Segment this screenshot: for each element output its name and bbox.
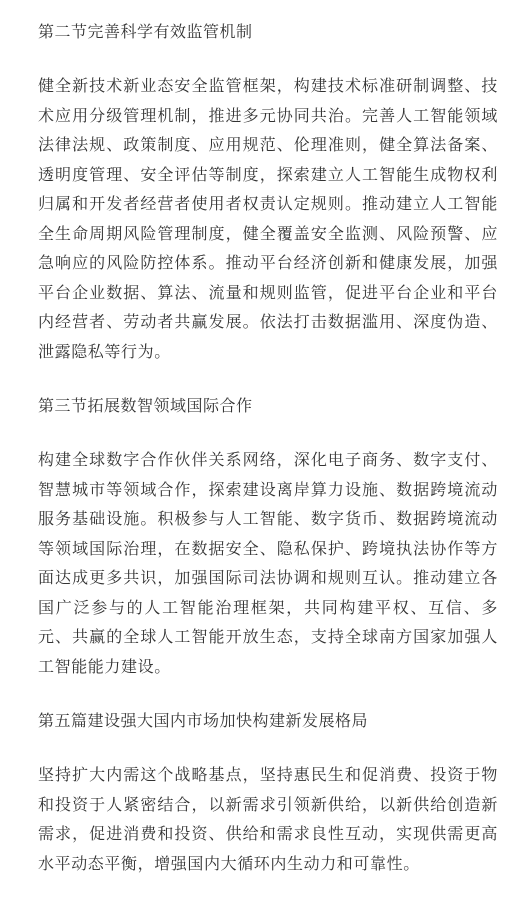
part-paragraph: 坚持扩大内需这个战略基点，坚持惠民生和促消费、投资于物和投资于人紧密结合，以新需求引领新供给，以新供给创造新需求，促进消费和投资、供给和需求良性互动，实现供需更高水平动态平衡，增强国内大循环内生动力和可靠性。 (38, 765, 498, 873)
article-body (38, 17, 498, 903)
section-paragraph: 健全新技术新业态安全监管框架，构建技术标准研制调整、技术应用分级管理机制，推进多元协同共治。完善人工智能领域法律法规、政策制度、应用规范、伦理准则，健全算法备案、透明度管理、安全评估等制度，探索建立人工智能生成物权利归属和开发者经营者使用者权责认定规则。推动建立人工智能全生命周期风险管理制度，健全覆盖安全监测、风险预警、应急响应的风险防控体系。推动平台经济创新和健康发展，加强平台企业数据、算法、流量和规则监管，促进平台企业和平台内经营者、劳动者共赢发展。依法打击数据滥用、深度伪造、泄露隐私等行为。 (38, 76, 498, 361)
section-heading: 第二节完善科学有效监管机制 (38, 22, 253, 41)
section-paragraph: 构建全球数字合作伙伴关系网络，深化电子商务、数字支付、智慧城市等领域合作，探索建设离岸算力设施、数据跨境流动服务基础设施。积极参与人工智能、数字货币、数据跨境流动等领域国际治理，在数据安全、隐私保护、跨境执法协作等方面达成更多共识，加强国际司法协调和规则互认。推动建立各国广泛参与的人工智能治理框架，共同构建平权、互信、多元、共赢的全球人工智能开放生态，支持全球南方国家加强人工智能能力建设。 (38, 450, 498, 676)
part-heading: 第五篇建设强大国内市场加快构建新发展格局 (38, 711, 369, 730)
section-heading: 第三节拓展数智领域国际合作 (38, 396, 253, 415)
